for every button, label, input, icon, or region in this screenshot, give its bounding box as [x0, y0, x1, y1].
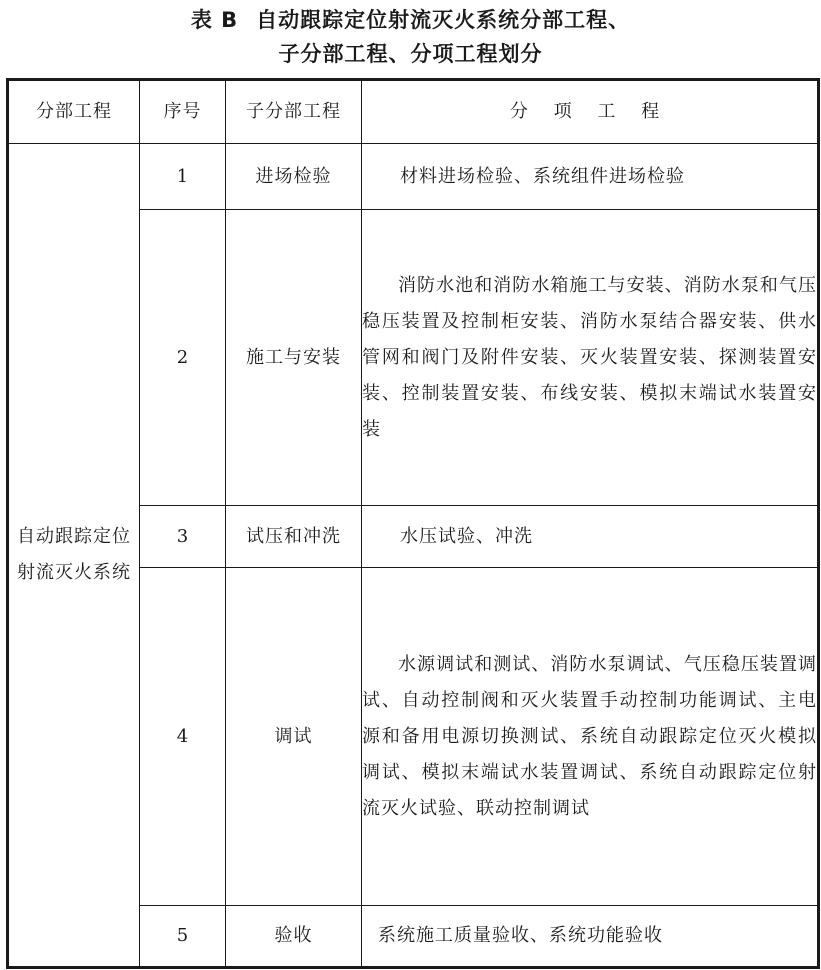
- table-label: 表 B: [190, 8, 239, 32]
- division-table: [6, 78, 820, 969]
- items-cell: 消防水池和消防水箱施工与安装、消防水泵和气压稳压装置及控制柜安装、消防水泵结合器安装、供水管网和阀门及附件安装、灭火装置安装、探测装置安装、控制装置安装、布线安装、模拟末端试水装置安装: [362, 210, 819, 506]
- header-division: 分部工程: [8, 80, 140, 144]
- seq-cell: 2: [140, 210, 226, 506]
- table-title-line-1: [0, 4, 821, 34]
- subdivision-cell: 进场检验: [226, 144, 362, 210]
- table-row: [8, 144, 819, 210]
- items-cell: 系统施工质量验收、系统功能验收: [362, 906, 819, 968]
- seq-cell: 1: [140, 144, 226, 210]
- table-title-line-2: 子分部工程、分项工程划分: [278, 42, 543, 66]
- items-cell: 水压试验、冲洗: [362, 506, 819, 568]
- subdivision-cell: 施工与安装: [226, 210, 362, 506]
- header-items: 分 项 工 程: [362, 80, 819, 144]
- table-title-text-1: 自动跟踪定位射流灭火系统分部工程、: [256, 8, 631, 32]
- division-cell: 自动跟踪定位射流灭火系统: [8, 144, 140, 968]
- subdivision-cell: 验收: [226, 906, 362, 968]
- seq-cell: 3: [140, 506, 226, 568]
- seq-cell: 5: [140, 906, 226, 968]
- subdivision-cell: 调试: [226, 568, 362, 906]
- items-cell: 材料进场检验、系统组件进场检验: [362, 144, 819, 210]
- subdivision-cell: 试压和冲洗: [226, 506, 362, 568]
- header-row: [8, 80, 819, 144]
- seq-cell: 4: [140, 568, 226, 906]
- items-cell: 水源调试和测试、消防水泵调试、气压稳压装置调试、自动控制阀和灭火装置手动控制功能调试、主电源和备用电源切换测试、系统自动跟踪定位灭火模拟调试、模拟末端试水装置调试、系统自动跟踪定位射流灭火试验、联动控制调试: [362, 568, 819, 906]
- header-subdivision: 子分部工程: [226, 80, 362, 144]
- header-seq: 序号: [140, 80, 226, 144]
